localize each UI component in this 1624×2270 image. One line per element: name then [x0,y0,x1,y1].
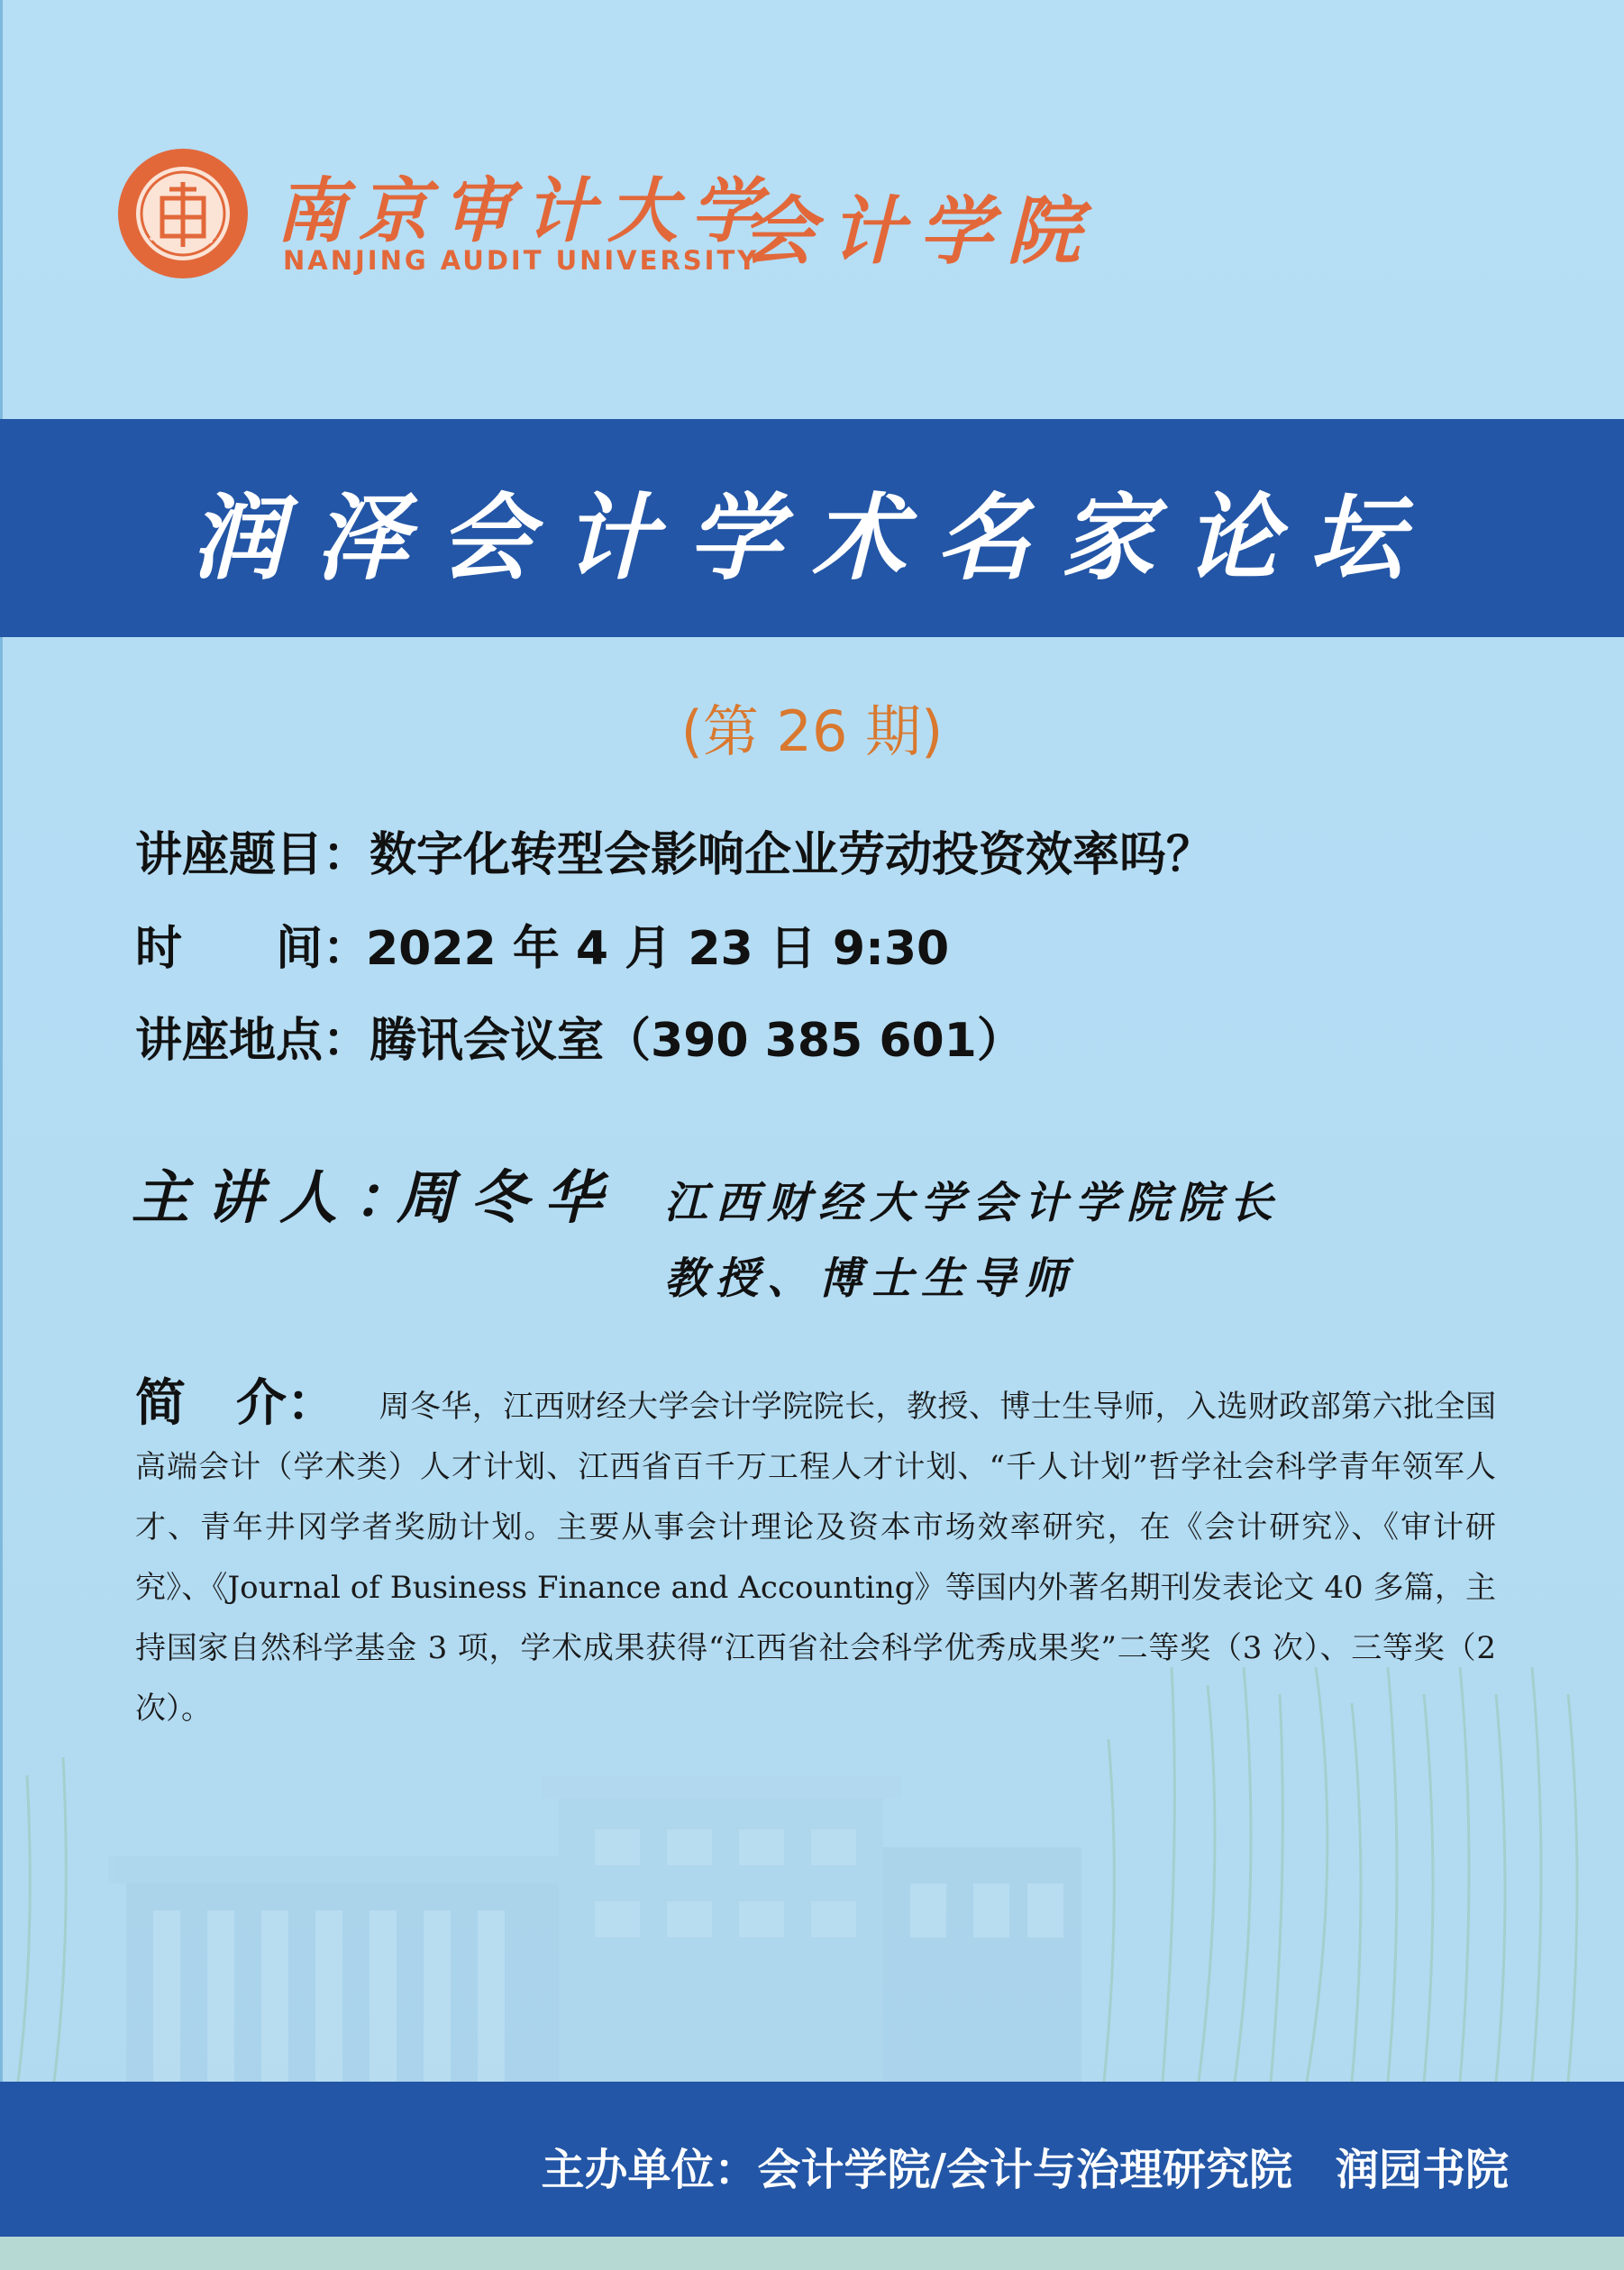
speaker-title-line1: 江西财经大学会计学院院长 [664,1178,1282,1228]
time-row [135,910,949,978]
university-name-en: NANJING AUDIT UNIVERSITY [283,245,760,276]
university-name-cn: 南京审计大学 [276,170,774,252]
title-banner [0,419,1624,637]
university-logo [115,146,1107,281]
speaker-name: 周冬华 [397,1164,618,1232]
place-value: 腾讯会议室（390 385 601） [370,1014,1024,1068]
time-label: 时 间： [135,922,370,976]
bio-label: 简 介： [135,1374,337,1433]
bio-text: 周冬华，江西财经大学会计学院院长，教授、博士生导师，入选财政部第六批全国高端会计（学术类）人才计划、江西省百千万工程人才计划、“千人计划”哲学社会科学青年领军人才、青年井冈学者奖励计划。主要从事会计理论及资本市场效率研究，在《会计研究》、《审计研究》、《Journal of Business Finance and Accounting》等国内外著名期刊发表论文 40 多篇，主持国家自然科学基金 3 项，学术成果获得“江西省社会科学优秀成果奖”二等奖（3 次）、三等奖（2 次）。 [135,1389,1496,1727]
bottom-strip [0,2237,1624,2270]
issue-number: (第 26 期) [680,698,944,764]
speaker-label: 主讲人： [132,1164,427,1232]
campus-scenery-illustration [0,1667,1624,2154]
time-value: 2022 年 4 月 23 日 9:30 [366,922,950,976]
topic-label: 讲座题目： [135,828,370,882]
topic-value: 数字化转型会影响企业劳动投资效率吗？ [370,828,1214,882]
speaker-title-line2: 教授、博士生导师 [664,1254,1076,1304]
place-row [135,1002,1024,1070]
university-seal-icon [115,146,251,281]
forum-title: 润泽会计学术名家论坛 [189,482,1434,593]
school-name: 会计学院 [742,188,1095,275]
place-label: 讲座地点： [135,1014,370,1068]
organizer-text: 主办单位：会计学院/会计与治理研究院 润园书院 [541,2145,1509,2195]
topic-row [135,816,1213,884]
